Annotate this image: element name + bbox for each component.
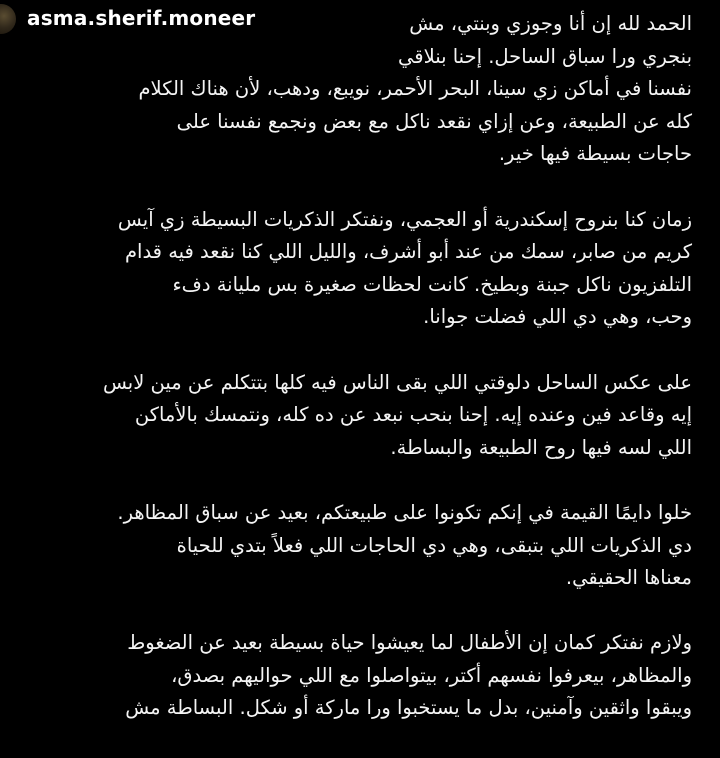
- caption-line: اللي لسه فيها روح الطبيعة والبساطة.: [390, 435, 692, 459]
- caption-line: كله عن الطبيعة، وعن إزاي نقعد ناكل مع بعض ونجمع نفسنا على: [176, 109, 692, 133]
- avatar[interactable]: [0, 4, 16, 34]
- caption-paragraph-3: [22, 367, 692, 465]
- caption-line: خلوا دايمًا القيمة في إنكم تكونوا على طبيعتكم، بعيد عن سباق المظاهر.: [117, 500, 692, 524]
- caption-line: وحب، وهي دي اللي فضلت جوانا.: [423, 305, 692, 329]
- caption-line: التلفزيون ناكل جبنة وبطيخ. كانت لحظات صغيرة بس مليانة دفء: [172, 272, 692, 296]
- caption-line: نفسنا في أماكن زي سينا، البحر الأحمر، نويبع، ودهب، لأن هناك الكلام: [138, 77, 692, 101]
- caption-line: بنجري ورا سباق الساحل. إحنا بنلاقي: [398, 44, 692, 68]
- caption-line: كريم من صابر، سمك من عند أبو أشرف، والليل اللي كنا نقعد فيه قدام: [124, 240, 692, 264]
- username-link[interactable]: asma.sherif.moneer: [27, 6, 256, 30]
- caption-text: [22, 8, 692, 758]
- caption-line: والمظاهر، بيعرفوا نفسهم أكتر، بيتواصلوا مع اللي حواليهم بصدق،: [171, 663, 692, 687]
- caption-line: ولازم نفتكر كمان إن الأطفال لما يعيشوا حياة بسيطة بعيد عن الضغوط: [127, 631, 692, 655]
- caption-line: ويبقوا واثقين وآمنين، بدل ما يستخبوا ورا ماركة أو شكل. البساطة مش: [125, 696, 692, 720]
- caption-line: إيه وقاعد فين وعنده إيه. إحنا بنحب نبعد عن ده كله، ونتمسك بالأماكن: [134, 403, 692, 427]
- caption-paragraph-5: [22, 627, 692, 725]
- caption-line: الحمد لله إن أنا وجوزي وبنتي، مش: [409, 12, 692, 35]
- caption-paragraph-1: [22, 8, 692, 171]
- caption-line: حاجات بسيطة فيها خير.: [498, 142, 692, 166]
- caption-paragraph-2: [22, 204, 692, 334]
- caption-line: دي الذكريات اللي بتبقى، وهي دي الحاجات اللي فعلاً بتدي للحياة: [176, 533, 692, 557]
- caption-line: زمان كنا بنروح إسكندرية أو العجمي، ونفتكر الذكريات البسيطة زي آيس: [117, 207, 692, 231]
- caption-paragraph-4: [22, 497, 692, 595]
- caption-line: معناها الحقيقي.: [565, 566, 692, 590]
- caption-line: على عكس الساحل دلوقتي اللي بقى الناس فيه كلها بتتكلم عن مين لابس: [102, 370, 692, 394]
